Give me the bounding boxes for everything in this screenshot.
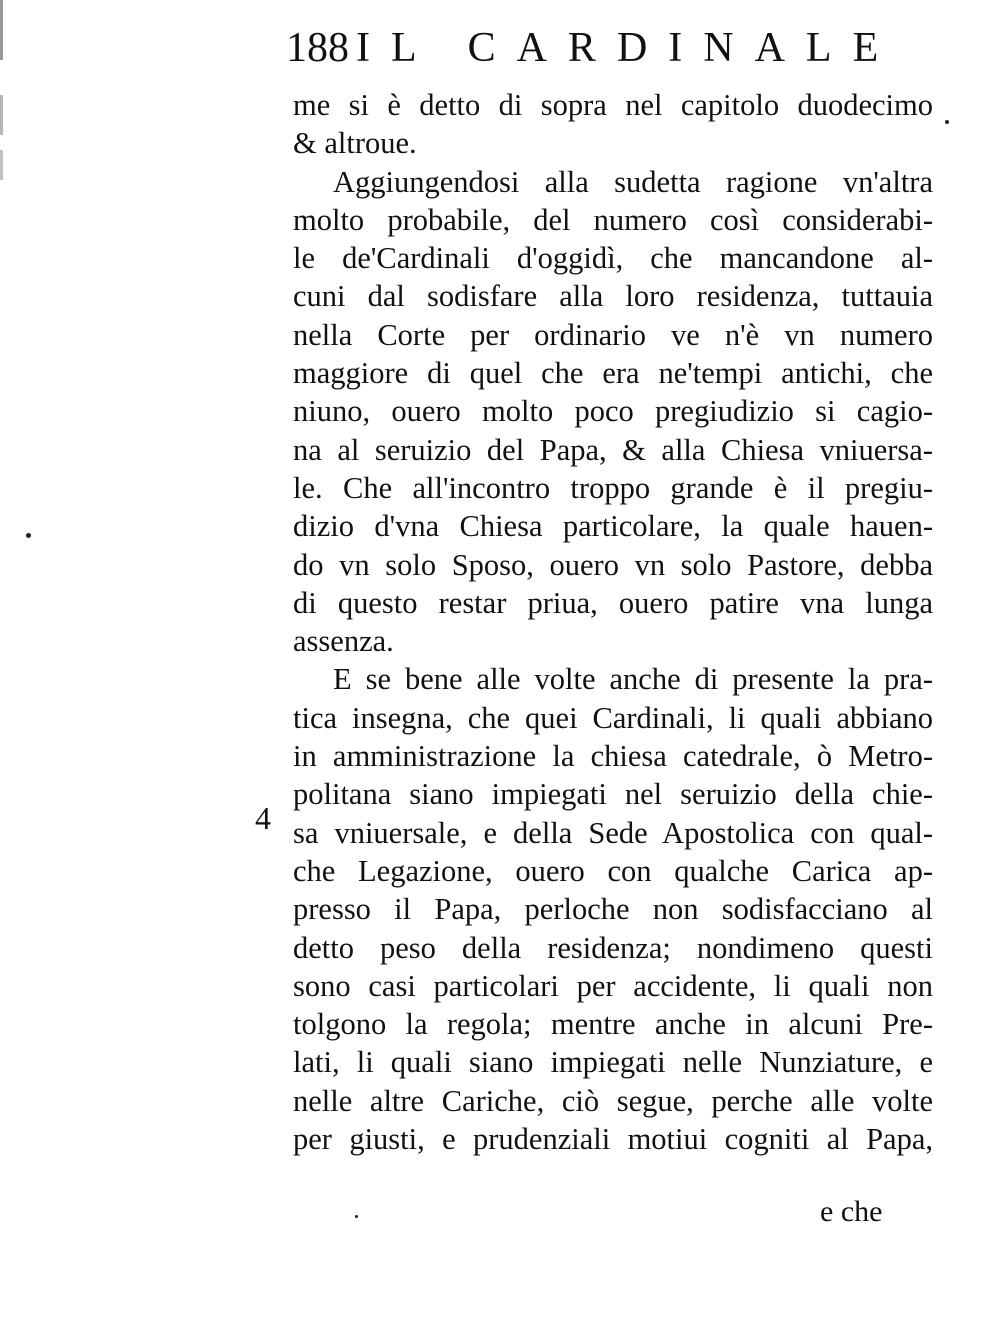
- text-line: sono casi particolari per accidente, li quali non: [293, 968, 933, 1003]
- text-line: molto probabile, del numero così considerabi-: [293, 202, 933, 237]
- catchword: e che: [820, 1195, 883, 1228]
- text-line: & altroue.: [293, 126, 417, 161]
- text-line: di questo restar priua, ouero patire vna lunga: [293, 585, 933, 620]
- text-line: E se bene alle volte anche di presente la pra-: [333, 662, 933, 697]
- margin-note: 4: [255, 800, 271, 836]
- scan-edge-mark: [0, 0, 3, 60]
- text-line: nelle altre Cariche, ciò segue, perche alle volte: [293, 1083, 933, 1118]
- ink-speck: [355, 1215, 358, 1218]
- text-line: tica insegna, che quei Cardinali, li quali abbiano: [293, 700, 933, 735]
- ink-speck: [945, 120, 949, 124]
- text-line: le. Che all'incontro troppo grande è il pregiu-: [293, 470, 933, 505]
- text-line: che Legazione, ouero con qualche Carica ap-: [293, 853, 933, 888]
- text-line: maggiore di quel che era ne'tempi antichi, che: [293, 356, 933, 391]
- text-line: politana siano impiegati nel seruizio della chie-: [293, 777, 933, 812]
- text-line: niuno, ouero molto poco pregiudizio si cagio-: [293, 394, 933, 429]
- text-line: sa vniuersale, e della Sede Apostolica con qual-: [293, 815, 933, 850]
- page-number: 188: [286, 25, 349, 71]
- text-line: presso il Papa, perloche non sodisfacciano al: [293, 892, 933, 927]
- text-line: tolgono la regola; mentre anche in alcuni Pre-: [293, 1007, 933, 1042]
- text-line: lati, li quali siano impiegati nelle Nunziature, e: [293, 1045, 933, 1080]
- text-line: assenza.: [293, 624, 394, 659]
- text-line: le de'Cardinali d'oggidì, che mancandone al-: [293, 241, 933, 276]
- text-line: do vn solo Sposo, ouero vn solo Pastore, debba: [293, 547, 933, 582]
- ink-speck: [26, 533, 31, 538]
- text-line: nella Corte per ordinario ve n'è vn numero: [293, 317, 933, 352]
- text-line: Aggiungendosi alla sudetta ragione vn'altra: [333, 164, 933, 199]
- text-line: na al seruizio del Papa, & alla Chiesa vniuersa-: [293, 432, 933, 467]
- text-line: cuni dal sodisfare alla loro residenza, tuttauia: [293, 279, 933, 314]
- body-text: [293, 86, 933, 1158]
- running-title: IL CARDINALE: [356, 25, 900, 71]
- scan-edge-mark: [0, 150, 3, 180]
- text-line: detto peso della residenza; nondimeno questi: [293, 930, 933, 965]
- text-line: in amministrazione la chiesa catedrale, ò Metro-: [293, 739, 933, 774]
- scan-edge-mark: [0, 95, 3, 135]
- text-line: dizio d'vna Chiesa particolare, la quale hauen-: [293, 509, 933, 544]
- text-line: me si è detto di sopra nel capitolo duodecimo: [293, 88, 933, 122]
- text-line: per giusti, e prudenziali motiui cogniti al Papa,: [293, 1122, 933, 1157]
- running-head: [286, 24, 946, 74]
